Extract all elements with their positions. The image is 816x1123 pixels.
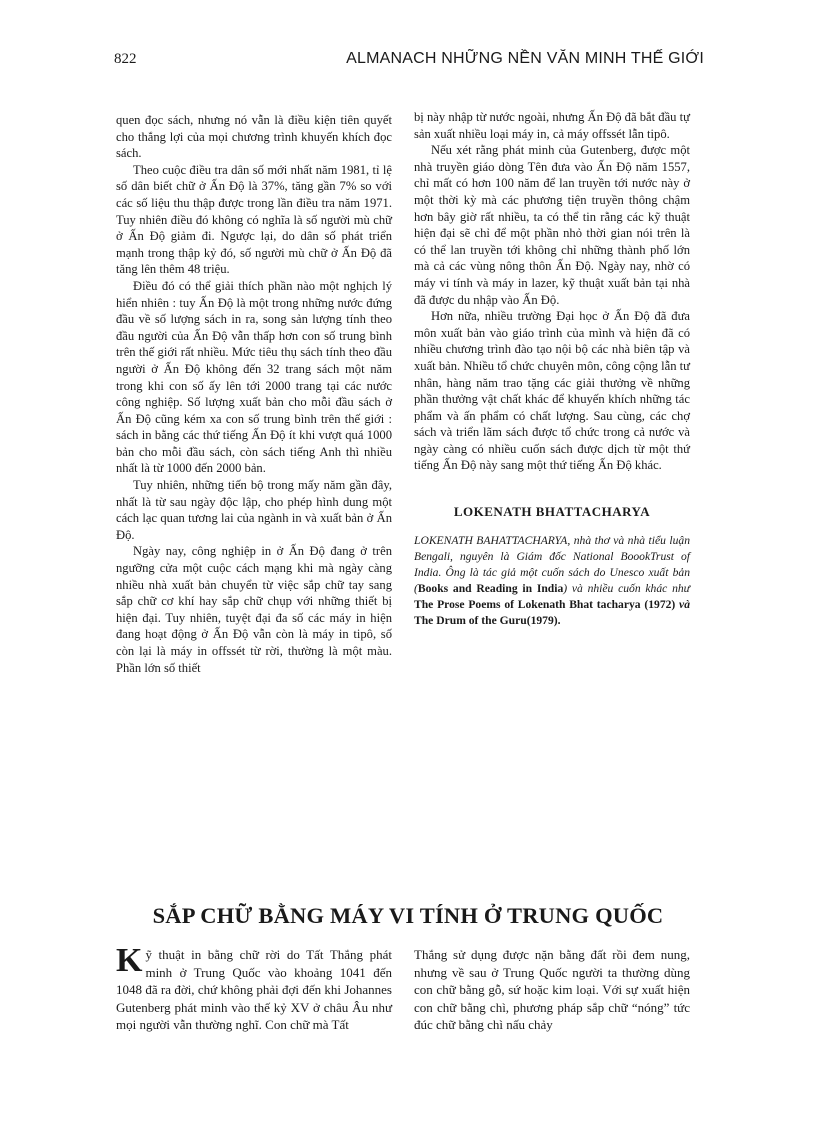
paragraph [116, 942, 392, 1034]
paragraph: Hơn nữa, nhiều trường Đại học ở Ấn Độ đã đưa môn xuất bản vào giáo trình của mình và hiện đã có nhiều chương trình đào tạo nội bộ các nhà biên tập và xuất bản. Nhiều tổ chức chuyên môn, công cộng lẫn tư nhân, hàng năm trao tặng các giải thưởng về những phần thưởng vật chất khác để khuyến khích những tác phẩm và ấn phẩm có chất lượng. Sau cùng, các chợ sách và triển lãm sách được tổ chức trong cả nước và ngày càng có nhiều cuốn sách được dịch từ một thứ tiếng Ấn Độ này sang một thứ tiếng Ấn Độ khác. [414, 309, 690, 473]
right-column [414, 109, 690, 629]
paragraph: bị này nhập từ nước ngoài, nhưng Ấn Độ đã bắt đầu tự sản xuất nhiều loại máy in, cả máy offssét lẫn tipô. [414, 110, 690, 141]
bio-text: ) và nhiều cuốn khác như [563, 581, 690, 595]
author-bio [414, 533, 690, 629]
author-name: LOKENATH BHATTACHARYA [453, 504, 651, 520]
paragraph: Thắng sử dụng được nặn bằng đất rồi đem nung, nhưng về sau ở Trung Quốc người ta thường dùng con chữ bằng gỗ, sứ hoặc kim loại. Với sự xuất hiện con chữ bằng chì, phương pháp sắp chữ “nóng” tức đúc chữ bằng chì nấu chảy [414, 947, 690, 1033]
paragraph-text: ỹ thuật in bằng chữ rời do Tất Thắng phát minh ở Trung Quốc vào khoảng 1041 đến 1048 đã ra đời, chứ không phải đợi đến khi Johannes Gutenberg phát minh vào thế kỷ XV ở châu Âu như mọi người vẫn thường nghĩ. Con chữ mà Tất [116, 947, 392, 1033]
page-number: 822 [114, 51, 137, 67]
bio-book-title: Books and Reading in India [417, 581, 564, 595]
running-header: ALMANACH NHỮNG NỀN VĂN MINH THẾ GIỚI [346, 50, 704, 67]
paragraph: Ngày nay, công nghiệp in ở Ấn Độ đang ở trên ngưỡng cửa một cuộc cách mạng khi mà ngày càng nhiều nhà xuất bản chuyển từ việc sắp chữ tay sang sắp chữ cơ khí hay sắp chữ chụp với những thiết bị hiện đại. Tuy nhiên, tuyệt đại đa số các máy in hiện đang hoạt động ở Ấn Độ vẫn còn là máy in tipô, số còn lại là máy in offssét từ rời, thường là một màu. Phần lớn số thiết [116, 544, 392, 675]
bio-text: LOKENATH BAHATTACHARYA, nhà thơ và nhà tiểu luận Bengali, nguyên là Giám đốc National BoookTrust of India. Ông là tác giả một cuốn sách do Unesco xuất bản ( [414, 533, 690, 595]
bio-book-title: The Prose Poems of Lokenath Bhat tacharya (1972) [414, 597, 676, 611]
drop-cap: K [116, 942, 143, 979]
paragraph: quen đọc sách, nhưng nó vẫn là điều kiện tiên quyết cho thắng lợi của mọi chương trình khuyến khích đọc sách. [116, 113, 392, 161]
left-column [116, 112, 392, 676]
section-right-column [414, 946, 690, 1034]
bio-text: và [675, 597, 690, 611]
paragraph: Theo cuộc điều tra dân số mới nhất năm 1981, tỉ lệ số dân biết chữ ở Ấn Độ là 37%, tăng gần 7% so với các số liệu thu thập được trong lần điều tra năm 1971. Tuy nhiên điều đó không có nghĩa là số người mù chữ ở Ấn Độ giảm đi. Ngược lại, do dân số phát triển mạnh trong thập kỷ đó, số người mù chữ ở Ấn Độ đã tăng lên thêm 48 triệu. [116, 162, 392, 277]
paragraph: Điều đó có thể giải thích phần nào một nghịch lý hiển nhiên : tuy Ấn Độ là một trong những nước đứng đầu về số lượng sách in ra, song sản lượng tính theo đầu người của Ấn Độ vẫn thấp hơn con số trung bình trên thế giới rất nhiều. Mức tiêu thụ sách tính theo đầu người ở Ấn Độ không đến 32 trang sách một năm trong khi con số ấy lên tới 2000 trang tại các nước công nghiệp. Số lượng xuất bản cho mỗi đầu sách ở Ấn Độ cũng kém xa con số trung bình trên thế giới : sách in bằng các thứ tiếng Ấn Độ ít khi vượt quá 1000 bản cho mỗi đầu sách, còn sách tiếng Anh thì nhiều nhất là từ 1000 đến 2000 bản. [116, 278, 392, 476]
paragraph: Tuy nhiên, những tiến bộ trong mấy năm gần đây, nhất là từ sau ngày độc lập, cho phép hình dung một cách lạc quan tương lai của ngành in và xuất bản ở Ấn Độ. [116, 478, 392, 542]
section-left-column [116, 942, 392, 1034]
section-title: SẮP CHỮ BẰNG MÁY VI TÍNH Ở TRUNG QUỐC [152, 903, 664, 928]
bio-book-title: The Drum of the Guru(1979). [414, 613, 561, 627]
paragraph: Nếu xét rằng phát minh của Gutenberg, được một nhà truyền giáo dòng Tên đưa vào Ấn Độ năm 1557, chỉ mất có hơn 100 năm để lan truyền tới nước này ở một thời kỳ mà các phương tiện truyền thông chậm hơn bây giờ rất nhiều, ta có thể tin rằng các kỹ thuật hiện đại sẽ chỉ để một phần nhỏ thời gian nói trên là có thể lan truyền tới không chỉ những thành phố lớn mà cả các vùng nông thôn Ấn Độ. Ngày nay, nhờ có máy vi tính và máy in lazer, kỹ thuật xuất bản tại nhà đã được du nhập vào Ấn Độ. [414, 143, 690, 307]
